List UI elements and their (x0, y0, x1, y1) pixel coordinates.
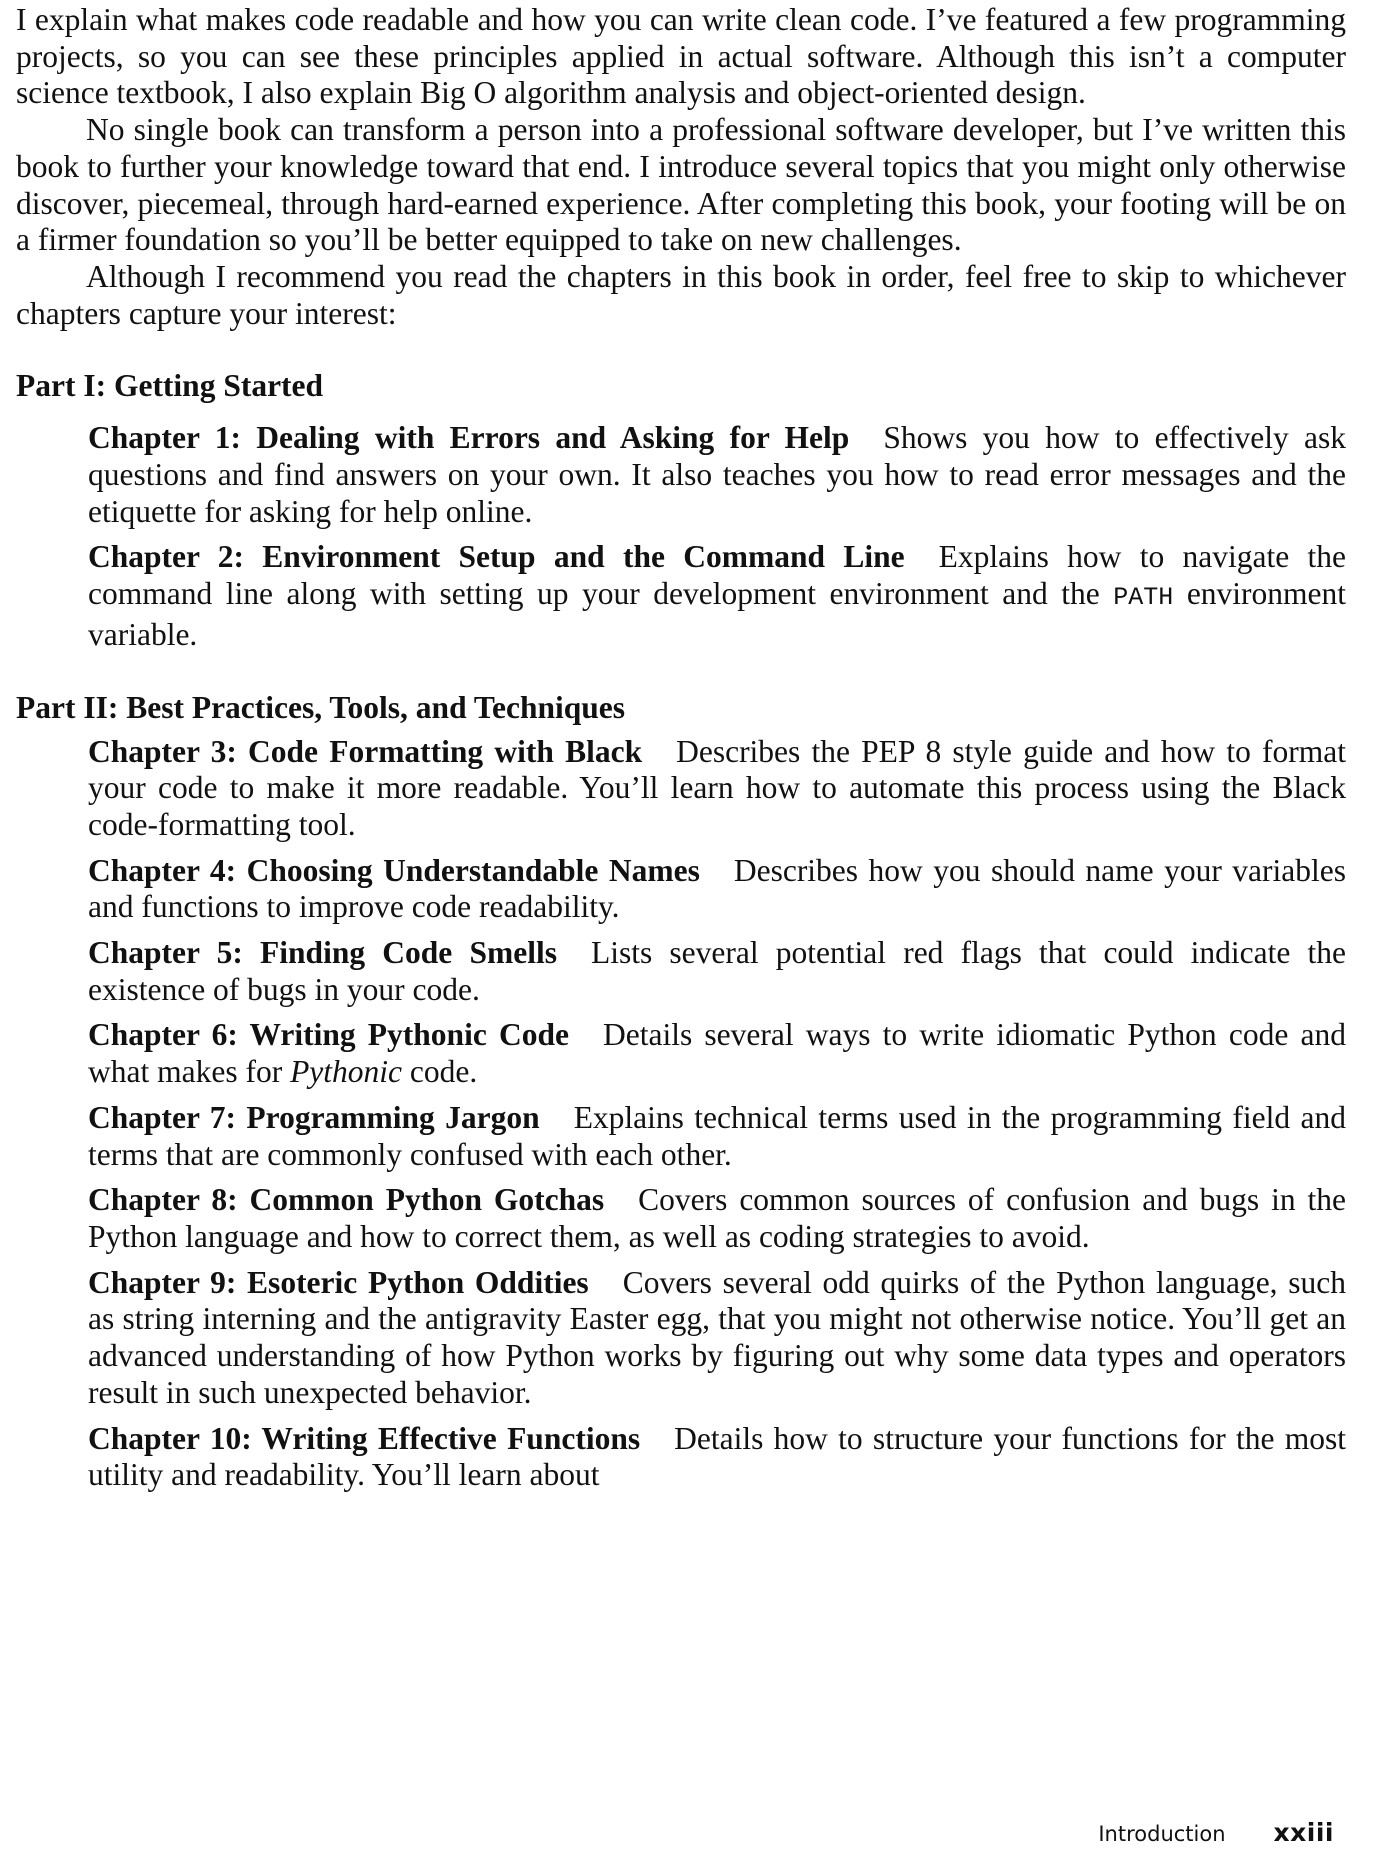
chapter-description: Explains technical terms used in the programming field and terms that are commonly confused with each other. (88, 1099, 1347, 1172)
chapter-entry (88, 1265, 1346, 1412)
footer-section-label: Introduction (1098, 1822, 1226, 1846)
chapter-description: Describes the PEP 8 style guide and how to format your code to make it more readable. You’ll learn how to automate this process using the Black code-formatting tool. (88, 733, 1347, 842)
chapter-title: Chapter 3: Code Formatting with Black (88, 733, 643, 769)
chapter-entry (88, 853, 1346, 926)
chapter-title: Chapter 7: Programming Jargon (88, 1099, 540, 1135)
chapter-entry (88, 420, 1346, 530)
chapter-title: Chapter 1: Dealing with Errors and Asking for Help (88, 420, 850, 456)
intro-paragraph: No single book can transform a person into a professional software developer, but I’ve written this book to further your knowledge toward that end. I introduce several topics that you might only otherwise discover, piecemeal, through hard-earned experience. After completing this book, your footing will be on a firmer foundation so you’ll be better equipped to take on new challenges. (16, 112, 1346, 258)
chapter-title: Chapter 10: Writing Effective Functions (88, 1420, 641, 1456)
chapter-title: Chapter 2: Environment Setup and the Command Line (88, 539, 905, 575)
chapter-entry (88, 1182, 1346, 1255)
chapter-description: Covers common sources of confusion and bugs in the Python language and how to correct them, as well as coding strategies to avoid. (88, 1182, 1346, 1254)
chapter-description: Lists several potential red flags that could indicate the existence of bugs in your code. (88, 935, 1346, 1007)
page-number: xxiii (1273, 1818, 1334, 1847)
chapter-description: code. (409, 1054, 478, 1090)
part-heading: Part I: Getting Started (16, 368, 324, 404)
page-footer (1098, 1818, 1334, 1847)
chapter-title: Chapter 6: Writing Pythonic Code (88, 1017, 569, 1053)
chapter-title: Chapter 8: Common Python Gotchas (88, 1182, 605, 1218)
chapter-description: Details several ways to write idiomatic Python code and what makes for (88, 1017, 1346, 1090)
chapter-entry (88, 1421, 1346, 1494)
chapter-description: Shows you how to effectively ask questions and find answers on your own. It also teaches you how to read error messages and the etiquette for asking for help online. (88, 420, 1346, 529)
chapter-entry (88, 539, 1346, 653)
chapter-entry (88, 1017, 1346, 1090)
chapter-description: Covers several odd quirks of the Python language, such as string interning and the antigravity Easter egg, that you might not otherwise notice. You’ll get an advanced understanding of how Python works by figuring out why some data types and operators result in such unexpected behavior. (88, 1264, 1346, 1410)
part-heading: Part II: Best Practices, Tools, and Techniques (16, 689, 626, 725)
chapter-title: Chapter 9: Esoteric Python Oddities (88, 1264, 589, 1300)
chapter-description: Details how to structure your functions for the most utility and readability. You’ll learn about (88, 1420, 1346, 1493)
page-body (16, 2, 1346, 1503)
chapter-entry (88, 1100, 1346, 1173)
chapter-entry (88, 734, 1346, 844)
chapter-list (88, 734, 1346, 1494)
inline-code: PATH (1113, 583, 1174, 613)
emphasis: Pythonic (290, 1054, 403, 1090)
chapter-description: environment variable. (88, 576, 1347, 652)
chapter-title: Chapter 5: Finding Code Smells (88, 935, 557, 971)
chapter-entry (88, 935, 1346, 1008)
chapter-list (88, 420, 1346, 653)
intro-paragraph: Although I recommend you read the chapters in this book in order, feel free to skip to whichever chapters capture your interest: (16, 258, 1346, 331)
chapter-title: Chapter 4: Choosing Understandable Names (88, 852, 700, 888)
chapter-description: Explains how to navigate the command line along with setting up your development environment and the (88, 539, 1346, 612)
intro-paragraph: I explain what makes code readable and how you can write clean code. I’ve featured a few programming projects, so you can see these principles applied in actual software. Although this isn’t a computer science textbook, I also explain Big O algorithm analysis and object-oriented design. (16, 2, 1346, 111)
chapter-description: Describes how you should name your variables and functions to improve code readability. (88, 852, 1347, 925)
